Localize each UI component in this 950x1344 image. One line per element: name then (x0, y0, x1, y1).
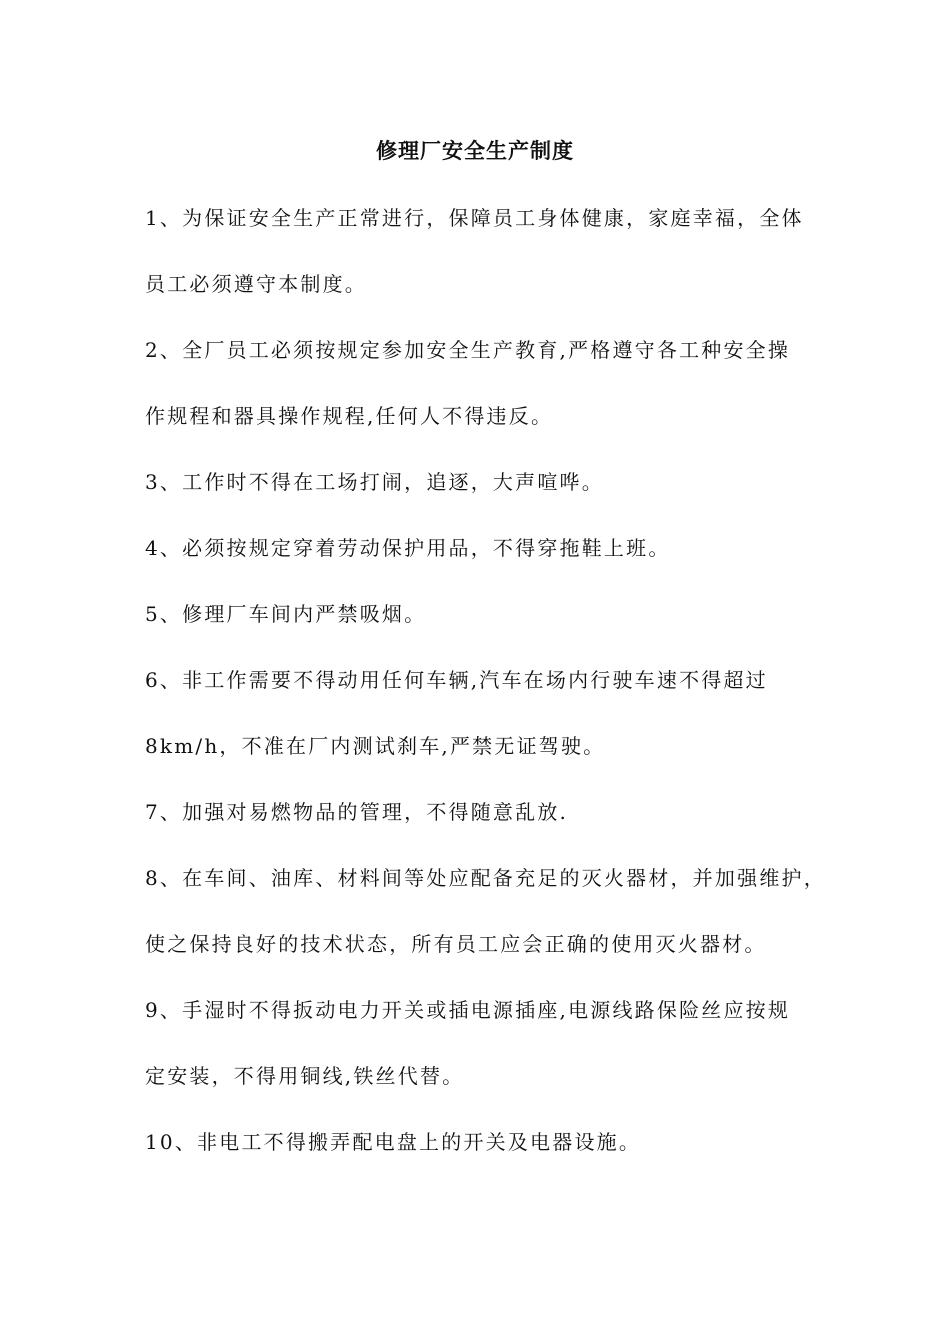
clause-line: 1、为保证安全生产正常进行，保障员工身体健康，家庭幸福，全体 (145, 206, 804, 230)
clause-9 (145, 995, 815, 1091)
clause-6 (145, 665, 815, 761)
clause-line: 9、手湿时不得扳动电力开关或插电源插座,电源线路保险丝应按规 (145, 998, 791, 1022)
clause-line: 7、加强对易燃物品的管理，不得随意乱放. (145, 800, 569, 824)
clause-line: 定安装，不得用铜线,铁丝代替。 (145, 1064, 465, 1088)
clause-10 (145, 1127, 815, 1157)
clause-7 (145, 797, 815, 827)
clause-3 (145, 467, 815, 497)
clause-line: 10、非电工不得搬弄配电盘上的开关及电器设施。 (145, 1130, 642, 1154)
clause-list (145, 203, 826, 1157)
clause-line: 4、必须按规定穿着劳动保护用品，不得穿拖鞋上班。 (145, 536, 671, 560)
clause-line: 员工必须遵守本制度。 (145, 272, 367, 296)
clause-line: 6、非工作需要不得动用任何车辆,汽车在场内行驶车速不得超过 (145, 668, 768, 692)
clause-8 (145, 863, 826, 959)
clause-line: 5、修理厂车间内严禁吸烟。 (145, 602, 427, 626)
clause-line: 作规程和器具操作规程,任何人不得违反。 (145, 404, 554, 428)
clause-4 (145, 533, 815, 563)
clause-line: 8km/h，不准在厂内测试刹车,严禁无证驾驶。 (145, 734, 606, 758)
clause-2 (145, 335, 815, 431)
clause-5 (145, 599, 815, 629)
clause-1 (145, 203, 815, 299)
clause-line: 3、工作时不得在工场打闹，追逐，大声喧哗。 (145, 470, 604, 494)
document-title: 修理厂安全生产制度 (376, 138, 574, 163)
clause-line: 2、全厂员工必须按规定参加安全生产教育,严格遵守各工种安全操 (145, 338, 791, 362)
clause-line: 8、在车间、油库、材料间等处应配备充足的灭火器材，并加强维护， (145, 866, 826, 890)
clause-line: 使之保持良好的技术状态，所有员工应会正确的使用灭火器材。 (145, 932, 767, 956)
